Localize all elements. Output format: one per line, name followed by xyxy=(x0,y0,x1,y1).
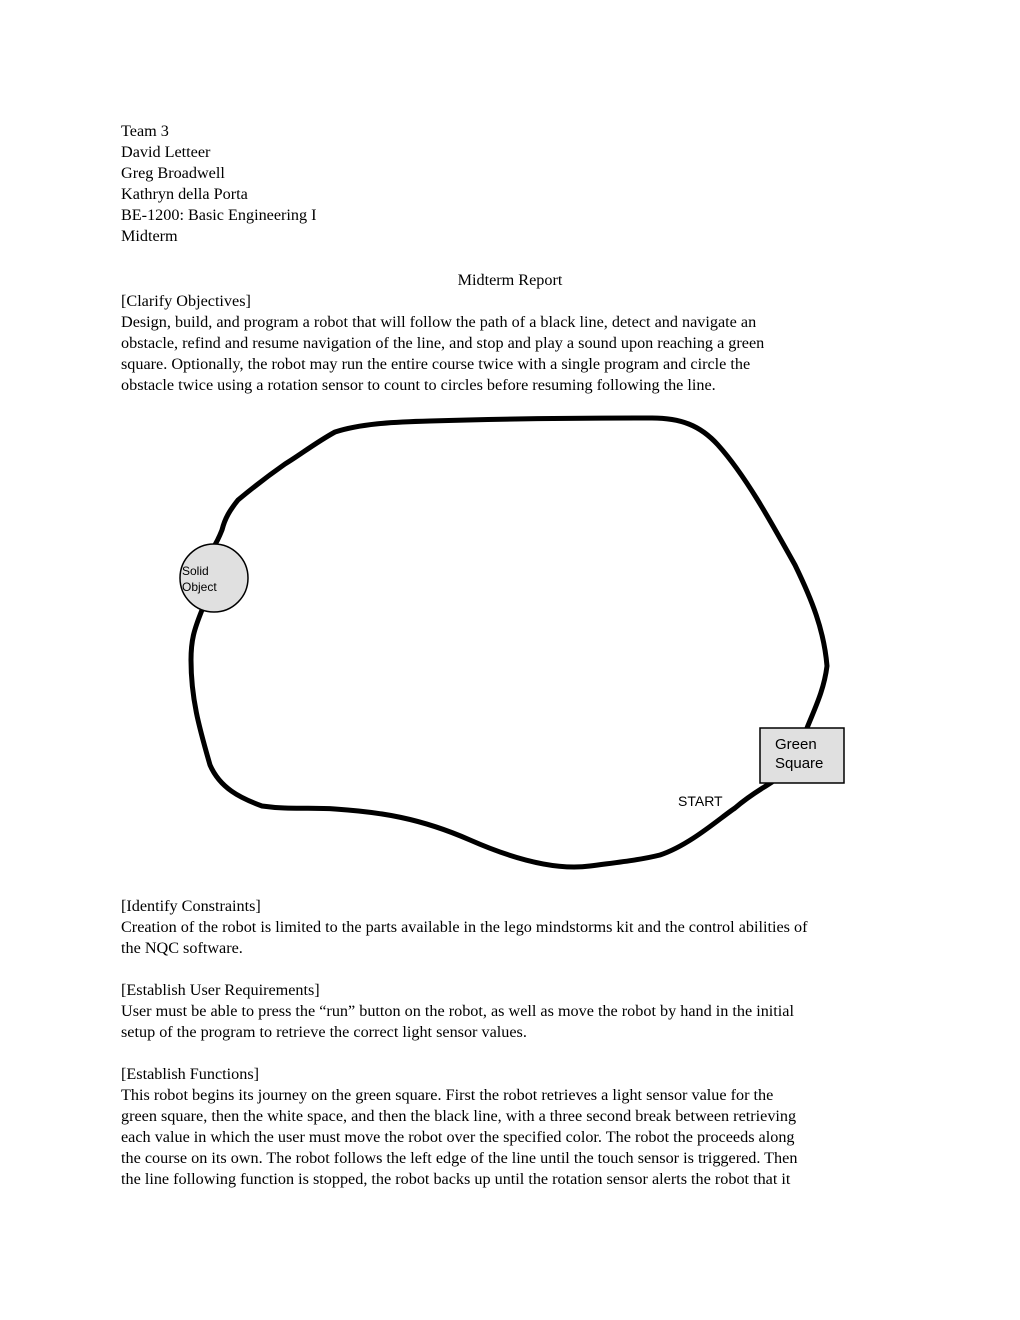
solid-object-label-line2: Object xyxy=(182,580,217,594)
section-heading: [Establish User Requirements] xyxy=(121,981,320,999)
paragraph-line: green square, then the white space, and then the black line, with a three second break between retrieving xyxy=(121,1107,797,1125)
paragraph-line: the NQC software. xyxy=(121,939,243,957)
header-author-3: Kathryn della Porta xyxy=(121,185,248,203)
section-heading: [Identify Constraints] xyxy=(121,897,261,915)
section-identify-constraints xyxy=(121,896,911,959)
solid-object xyxy=(180,544,248,612)
paragraph-line: each value in which the user must move the robot over the specified color. The robot the proceeds along xyxy=(121,1128,795,1146)
section-user-requirements xyxy=(121,980,911,1043)
page-title: Midterm Report xyxy=(457,271,563,289)
paragraph-line: square. Optionally, the robot may run the entire course twice with a single program and circle the xyxy=(121,355,751,373)
paragraph-line: the course on its own. The robot follows the left edge of the line until the touch sensor is triggered. Then xyxy=(121,1149,798,1167)
paragraph-line: obstacle twice using a rotation sensor to count to circles before resuming following the line. xyxy=(121,376,716,394)
solid-object-label-line1: Solid xyxy=(182,564,209,578)
section-heading: [Clarify Objectives] xyxy=(121,292,251,310)
section-establish-functions xyxy=(121,1064,911,1190)
black-line-track xyxy=(191,418,827,867)
paragraph-line: setup of the program to retrieve the correct light sensor values. xyxy=(121,1023,527,1041)
green-square xyxy=(760,728,844,783)
header-assignment: Midterm xyxy=(121,227,178,245)
paragraph-line: the line following function is stopped, the robot backs up until the rotation sensor alerts the robot that it xyxy=(121,1170,791,1188)
start-label: START xyxy=(678,793,723,809)
solid-object-circle xyxy=(180,544,248,612)
paragraph-line: Design, build, and program a robot that will follow the path of a black line, detect and navigate an xyxy=(121,313,757,331)
section-heading: [Establish Functions] xyxy=(121,1065,260,1083)
paragraph-line: User must be able to press the “run” button on the robot, as well as move the robot by hand in the initial xyxy=(121,1002,794,1020)
header-course: BE-1200: Basic Engineering I xyxy=(121,206,317,224)
header-author-2: Greg Broadwell xyxy=(121,164,225,182)
header-team: Team 3 xyxy=(121,122,169,140)
paragraph-line: This robot begins its journey on the green square. First the robot retrieves a light sensor value for the xyxy=(121,1086,774,1104)
paragraph-line: obstacle, refind and resume navigation of the line, and stop and play a sound upon reaching a green xyxy=(121,334,765,352)
header-author-1: David Letteer xyxy=(121,143,211,161)
green-square-label-line1: Green xyxy=(775,736,817,753)
green-square-label-line2: Square xyxy=(775,755,824,772)
paragraph-line: Creation of the robot is limited to the parts available in the lego mindstorms kit and the control abilities of xyxy=(121,918,808,936)
